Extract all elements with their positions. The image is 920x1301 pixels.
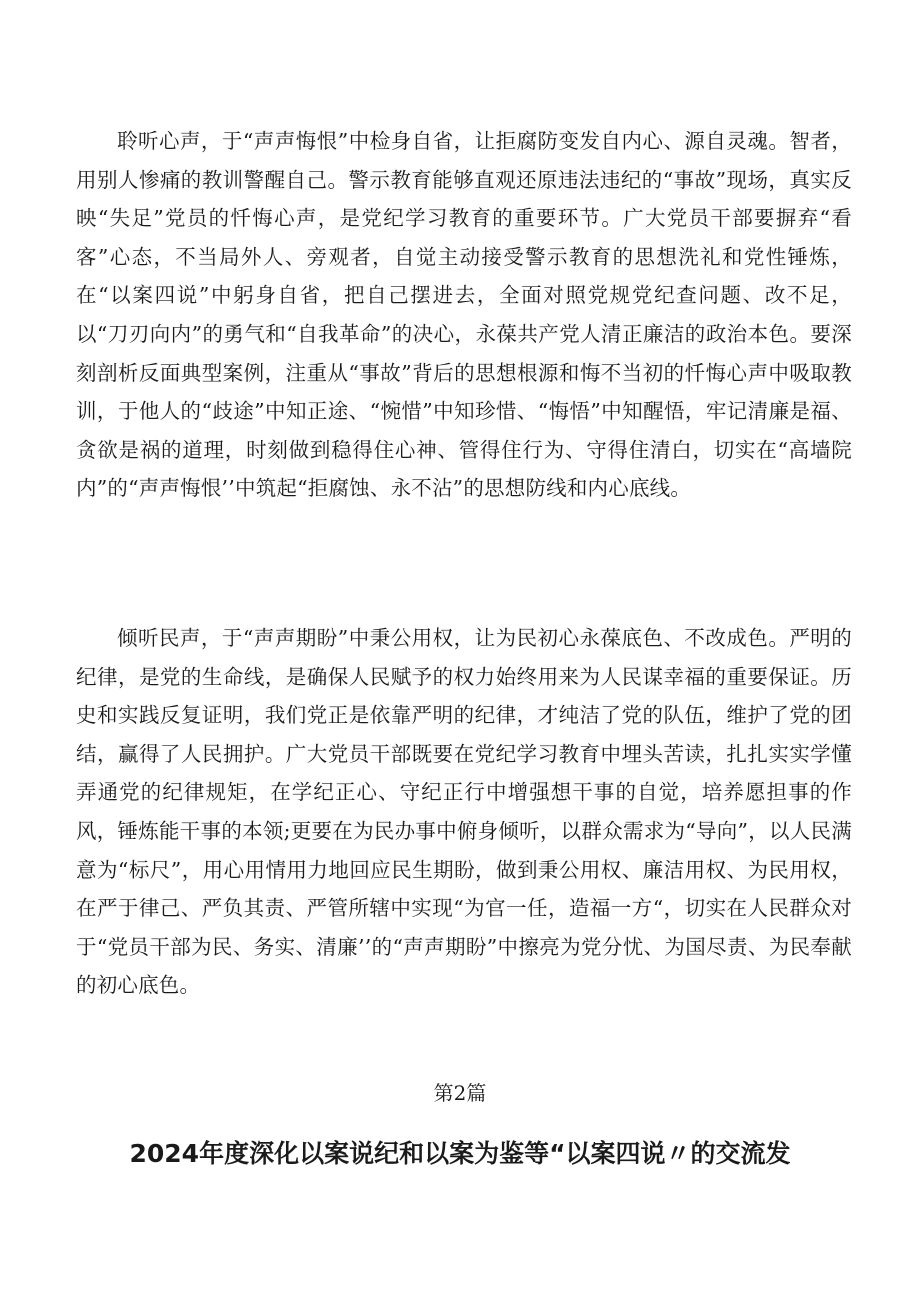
body-paragraph-2: 倾听民声，于“声声期盼”中秉公用权，让为民初心永葆底色、不改成色。严明的纪律，是党的生命线，是确保人民赋予的权力始终用来为人民谋幸福的重要保证。历史和实践反复证明，我们党正是依靠严明的纪律，才纯洁了党的队伍，维护了党的团结，赢得了人民拥护。广大党员干部既要在党纪学习教育中埋头苦读，扎扎实实学懂弄通党的纪律规矩，在学纪正心、守纪正行中增强想干事的自觉，培养愿担事的作风，锤炼能干事的本领;更要在为民办事中俯身倾听，以群众需求为“导向”，以人民满意为“标尺”，用心用情用力地回应民生期盼，做到秉公用权、廉洁用权、为民用权，在严于律己、严负其责、严管所辖中实现“为官一任，造福一方“，切实在人民群众对于“党员干部为民、务实、清廉’’的“声声期盼”中擦亮为党分忧、为国尽责、为民奉献的初心底色。 <box>76 626 852 998</box>
document-title: 2024年度深化以案说纪和以案为鉴等“以案四说〃的交流发 <box>129 1139 791 1168</box>
section-label: 第2篇 <box>433 1081 487 1105</box>
body-paragraph-1: 聆听心声，于“声声悔恨”中检身自省，让拒腐防变发自内心、源自灵魂。智者，用别人惨痛的教训警醒自己。警示教育能够直观还原违法违纪的“事故”现场，真实反映“失足”党员的忏悔心声，是党纪学习教育的重要环节。广大党员干部要摒弃“看客”心态，不当局外人、旁观者，自觉主动接受警示教育的思想洗礼和党性锤炼，在“以案四说”中躬身自省，把自己摆进去，全面对照党规党纪查问题、改不足，以“刀刃向内”的勇气和“自我革命”的决心，永葆共产党人清正廉洁的政治本色。要深刻剖析反面典型案例，注重从“事故”背后的思想根源和悔不当初的忏悔心声中吸取教训，于他人的“歧途”中知正途、“惋惜”中知珍惜、“悔悟”中知醒悟，牢记清廉是福、贪欲是祸的道理，时刻做到稳得住心神、管得住行为、守得住清白，切实在“高墙院内”的“声声悔恨’’中筑起“拒腐蚀、永不沾”的思想防线和内心底线。 <box>76 129 852 501</box>
